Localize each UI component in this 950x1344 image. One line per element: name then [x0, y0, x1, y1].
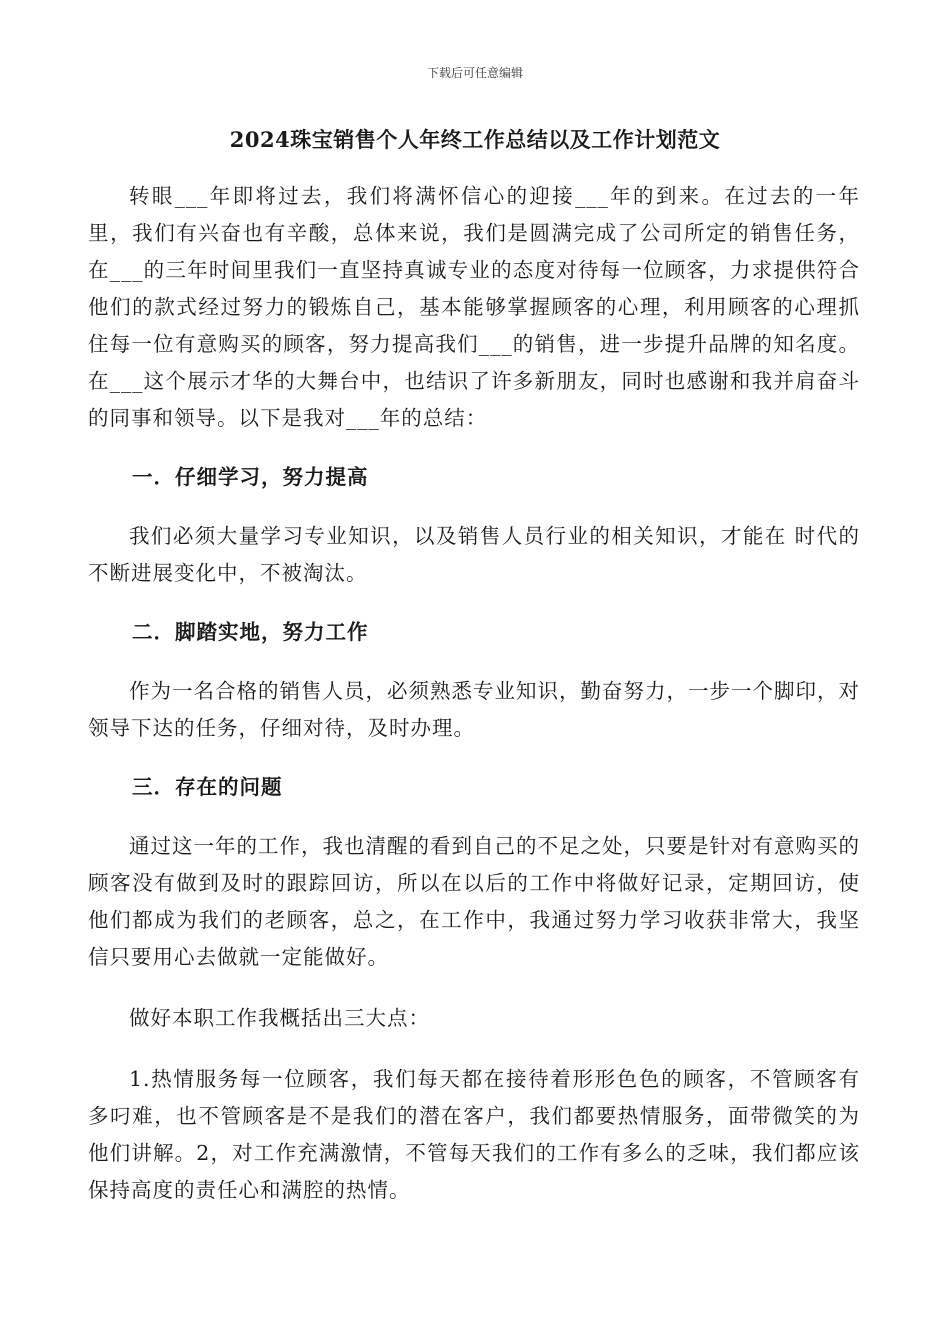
section-1-paragraph: 我们必须大量学习专业知识，以及销售人员行业的相关知识，才能在 时代的不断进展变化中，不被淘汰。 — [88, 524, 860, 585]
points-paragraph: 1.热情服务每一位顾客，我们每天都在接待着形形色色的顾客，不管顾客有多叼难，也不管顾客是不是我们的潜在客户，我们都要热情服务，面带微笑的为他们讲解。2，对工作充满激情，不管每天我们的工作有多么的乏味，我们都应该保持高度的责任心和满腔的热情。 — [88, 1067, 860, 1202]
intro-paragraph: 转眼___年即将过去，我们将满怀信心的迎接___年的到来。在过去的一年里，我们有兴奋也有辛酸，总体来说，我们是圆满完成了公司所定的销售任务，在___的三年时间里我们一直坚持真诚专业的态度对待每一位顾客，力求提供符合他们的款式经过努力的锻炼自己，基本能够掌握顾客的心理，利用顾客的心理抓住每一位有意购买的顾客，努力提高我们___的销售，进一步提升品牌的知名度。在___这个展示才华的大舞台中，也结识了许多新朋友，同时也感谢和我并肩奋斗的同事和领导。以下是我对___年的总结： — [88, 184, 860, 430]
section-2-paragraph: 作为一名合格的销售人员，必须熟悉专业知识，勤奋努力，一步一个脚印，对领导下达的任务，仔细对待，及时办理。 — [88, 679, 860, 740]
document-title: 2024珠宝销售个人年终工作总结以及工作计划范文 — [229, 127, 721, 152]
summary-lead: 做好本职工作我概括出三大点： — [129, 1006, 430, 1030]
section-3-heading: 三．存在的问题 — [132, 775, 283, 799]
document-body — [88, 178, 860, 1209]
section-1-heading: 一．仔细学习，努力提高 — [132, 465, 369, 489]
section-2-heading: 二．脚踏实地，努力工作 — [132, 620, 369, 644]
header-note: 下载后可任意编辑 — [426, 66, 523, 80]
section-3-paragraph: 通过这一年的工作，我也清醒的看到自己的不足之处，只要是针对有意购买的顾客没有做到及时的跟踪回访，所以在以后的工作中将做好记录，定期回访，使他们都成为我们的老顾客，总之，在工作中，我通过努力学习收获非常大，我坚信只要用心去做就一定能做好。 — [88, 834, 860, 969]
